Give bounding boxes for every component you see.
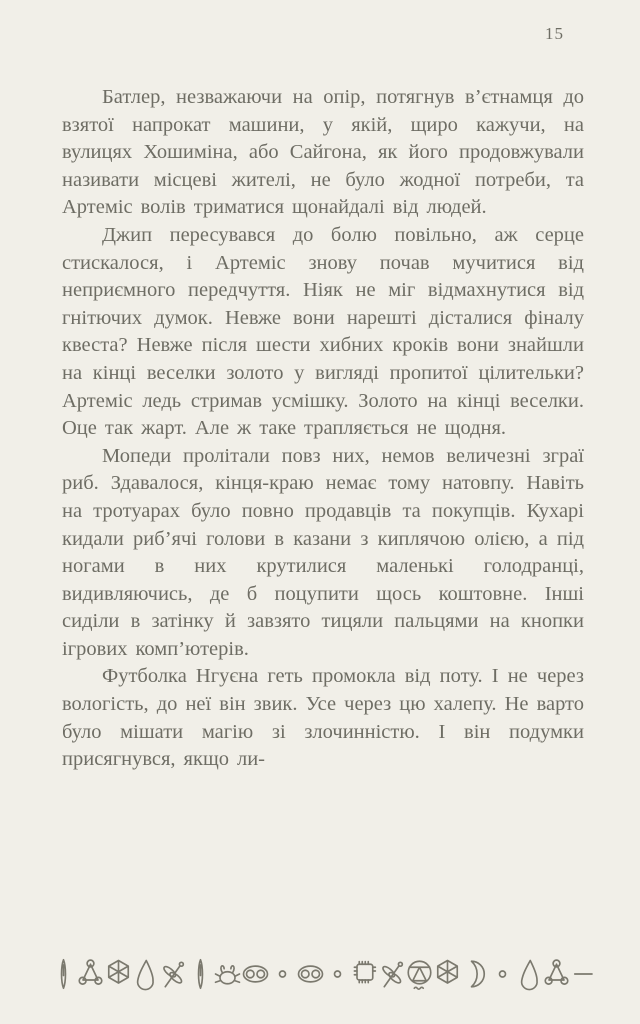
dash-icon: [571, 955, 598, 993]
circle-triangle-icon: [406, 955, 433, 993]
body-text: [62, 84, 584, 774]
dot-icon: [269, 955, 296, 993]
paragraph-1: Батлер, незважаючи на опір, потягнув в’єтнамця до взятої напрокат машини, у якій, щиро кажучи, на вулицях Хошиміна, або Сайгона, як його продовжували називати місцеві жителі, не було жодної потреби, та Артеміс волів триматися щонайдалі від людей.: [62, 86, 584, 219]
teardrop-icon: [132, 955, 159, 993]
crab-icon: [214, 955, 241, 993]
paragraph-3: Мопеди пролітали повз них, немов величезні зграї риб. Здавалося, кінця-краю немає тому натовпу. Навіть на тротуарах було повно продавців та покупців. Кухарі кидали риб’ячі голови в казани з киплячою олією, а під ногами в них крутилися маленькі голодранці, видивляючись, де б поцупити щось коштовне. Інші сиділи в затінку й завзято тицяли пальцями на кнопки ігрових комп’ютерів.: [62, 444, 584, 660]
needle-icon: [50, 955, 77, 993]
chip-icon: [351, 955, 378, 993]
dragonfly-icon: [379, 955, 406, 993]
dragonfly-icon: [160, 955, 187, 993]
pretzel-icon: [297, 955, 324, 993]
page-number: 15: [545, 24, 564, 43]
paragraph-4: Футболка Нгуєна геть промокла від поту. І не через вологість, до неї він звик. Усе через цю халепу. Не варто було мішати магію зі злочинністю. І він подумки присягнувся, якщо ли-: [62, 665, 584, 771]
molecule-icon: [77, 955, 104, 993]
dot-icon: [489, 955, 516, 993]
hex-wheel-icon: [434, 955, 461, 993]
pretzel-icon: [242, 955, 269, 993]
dot-icon: [324, 955, 351, 993]
crescent-icon: [461, 955, 488, 993]
gnommish-symbol-row: [50, 948, 598, 1000]
paragraph-2: Джип пересувався до болю повільно, аж серце стискалося, і Артеміс знову почав мучитися від неприємного передчуття. Ніяк не міг відмахнутися від гнітючих думок. Невже вони нарешті дісталися фіналу квеста? Невже після шести хибних кроків вони знайшли на кінці веселки золото у вигляді пропитої цілительки? Артеміс ледь стримав усмішку. Золото на кінці веселки. Оце так жарт. Але ж таке трапляється не щодня.: [62, 223, 584, 440]
molecule-icon: [543, 955, 570, 993]
needle-icon: [187, 955, 214, 993]
hex-wheel-icon: [105, 955, 132, 993]
teardrop-icon: [516, 955, 543, 993]
